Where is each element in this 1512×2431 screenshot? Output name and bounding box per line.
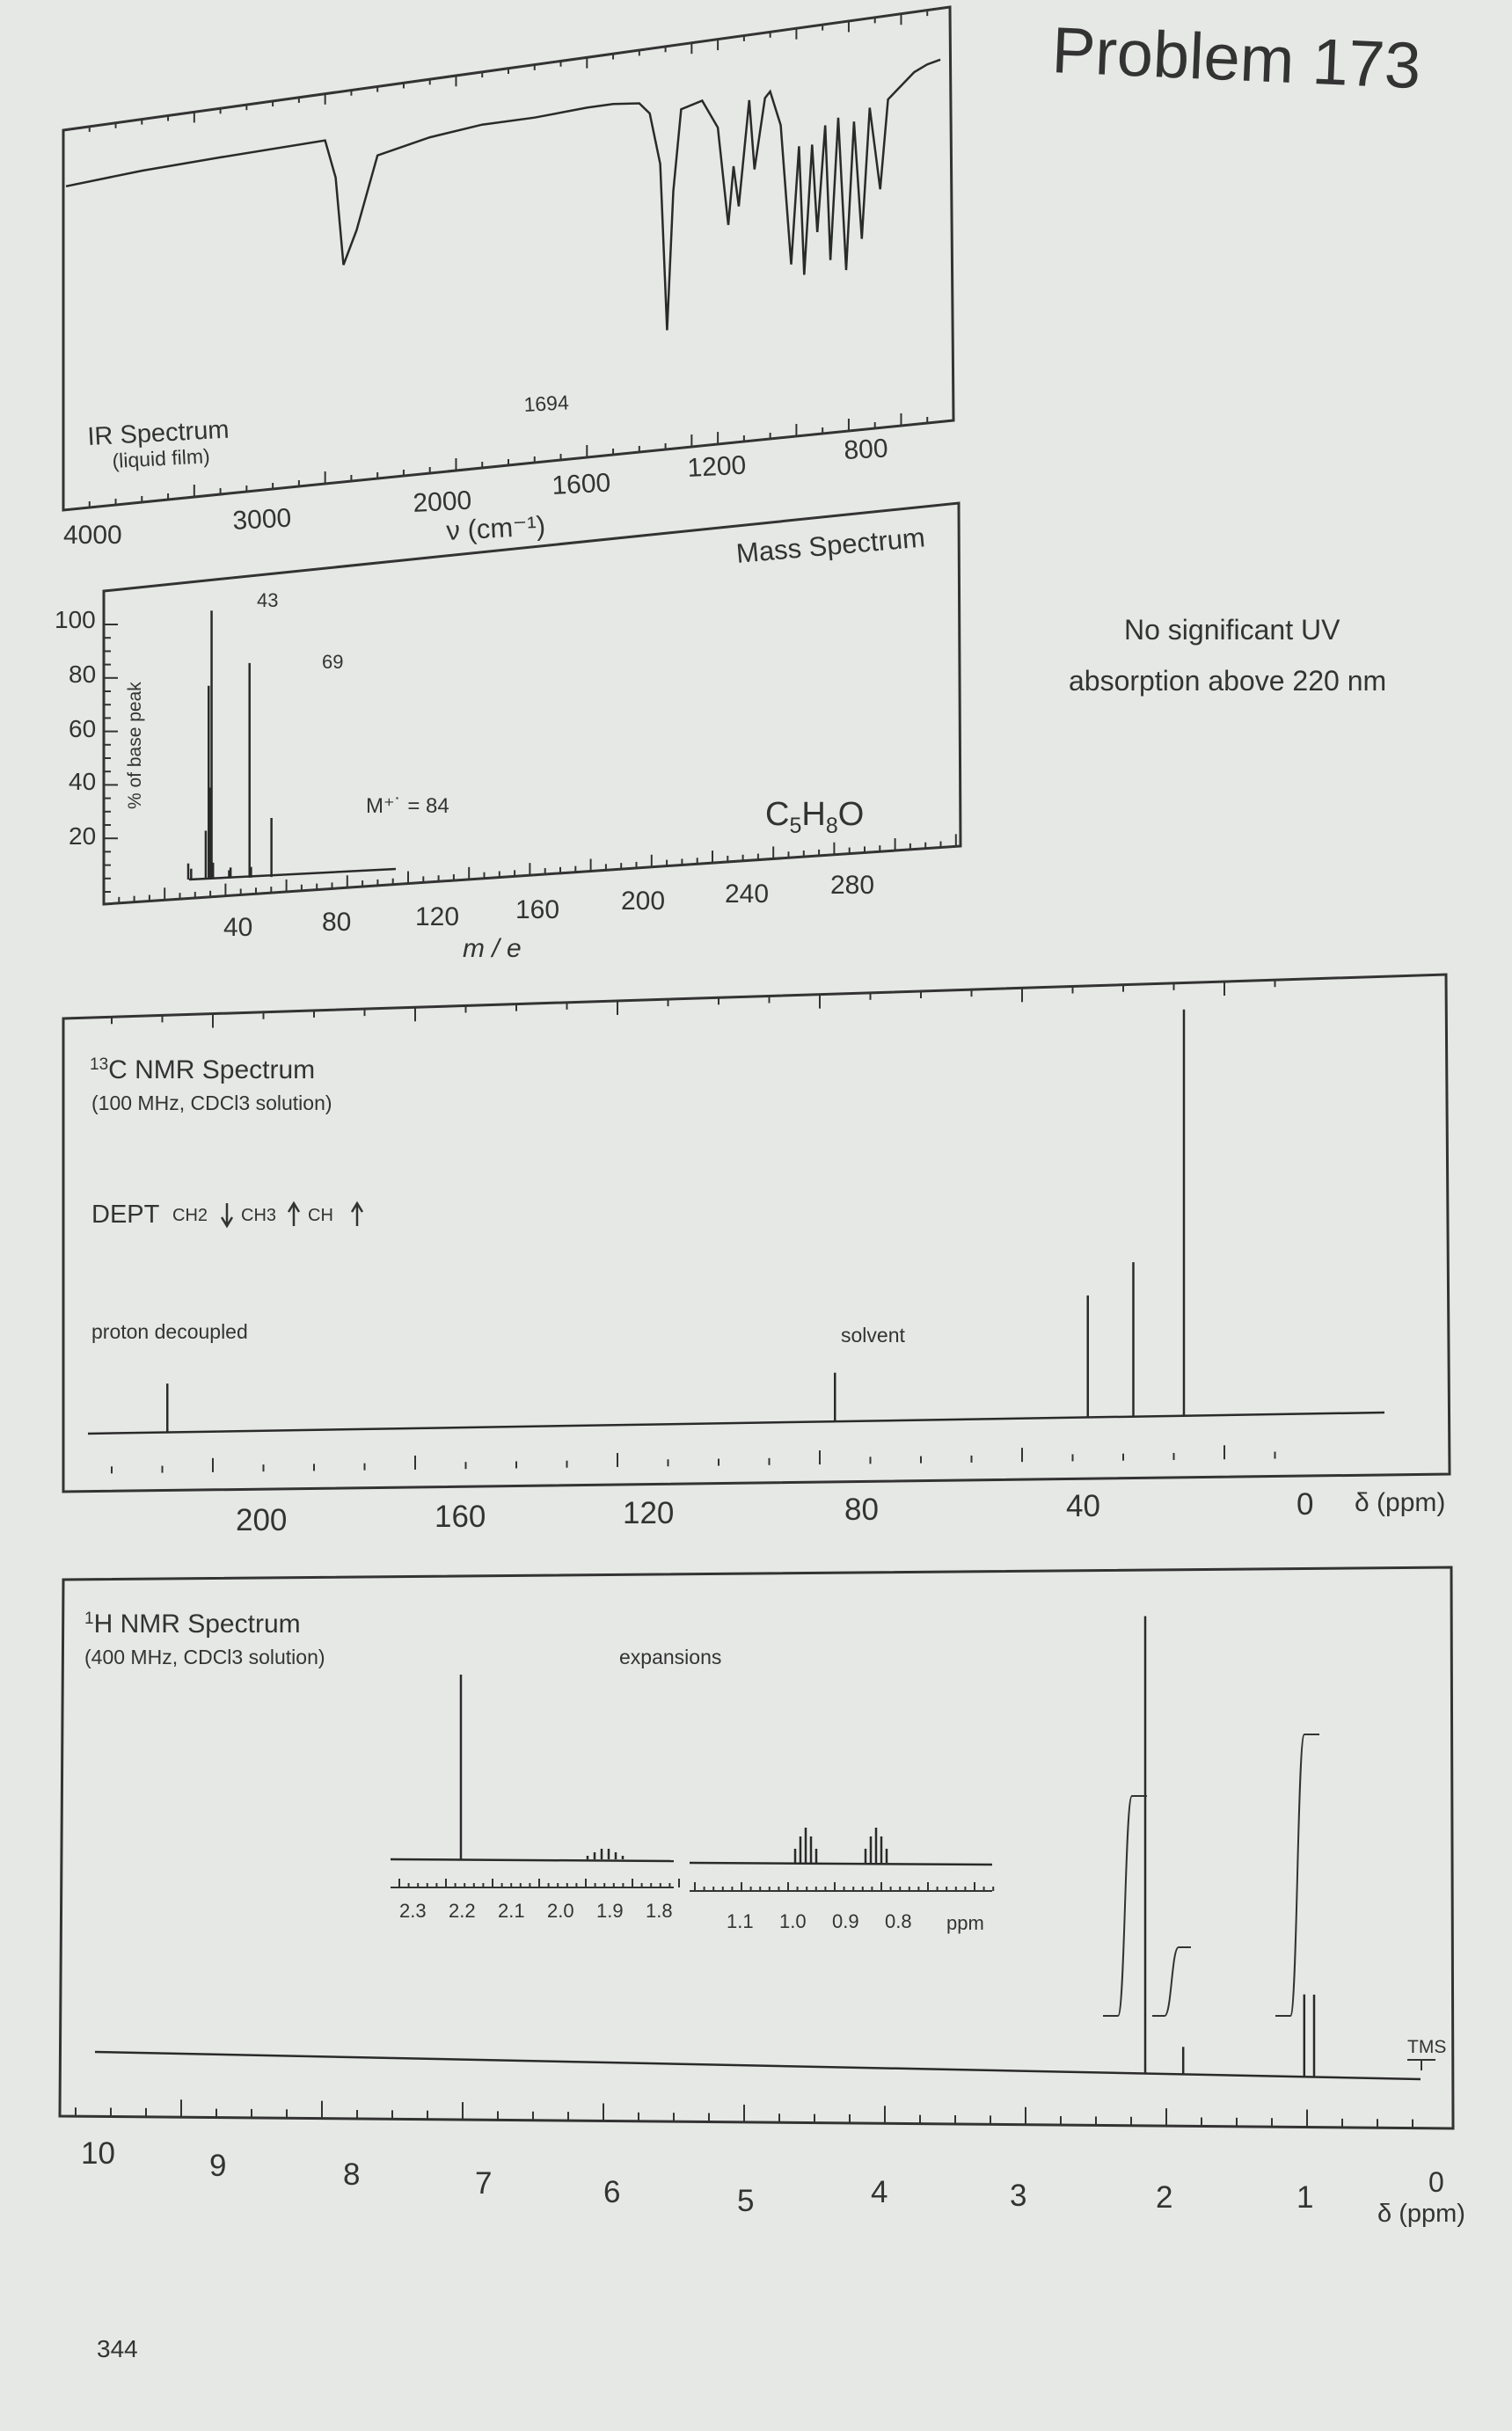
h1-tick-label-8: 8 (343, 2157, 361, 2192)
ir-tick-label-800: 800 (843, 434, 889, 465)
ir-tick-label-1200: 1200 (686, 450, 748, 483)
mass-x-tick-label-200: 200 (621, 887, 666, 916)
dept-ch2-label: CH2 (172, 1206, 208, 1225)
h1-expansion-right (690, 1828, 993, 1891)
mass-y-tick-label-80: 80 (69, 661, 97, 688)
h1-integral-1.0 (1275, 1734, 1319, 2016)
h1-tick-label-5: 5 (737, 2184, 755, 2218)
h1-title: $^1$H NMR Spectrum (84, 1610, 301, 1639)
h1-tick-label-2: 2 (1156, 2180, 1173, 2215)
mass-frame (104, 503, 961, 904)
page-number: 344 (97, 2335, 138, 2362)
c13-tick-label-160: 160 (435, 1500, 486, 1534)
mass-x-tick-label-160: 160 (515, 895, 560, 924)
h1-x-axis-label: δ (ppm) (1377, 2200, 1465, 2228)
h1-tick-label-4: 4 (871, 2175, 888, 2209)
ir-tick-label-2000: 2000 (412, 485, 473, 518)
exp-label-1.9: 1.9 (596, 1900, 624, 1922)
dept-ch-label: CH (308, 1206, 333, 1225)
h1-integral-1.88 (1152, 1947, 1191, 2016)
exp-label-0.9: 0.9 (832, 1910, 859, 1932)
ir-title: IR Spectrum (86, 415, 230, 451)
ir-tick-label-3000: 3000 (231, 503, 293, 536)
h1-peaks (1145, 1617, 1314, 2077)
exp-label-2.3: 2.3 (399, 1900, 427, 1922)
exp-label-0.8: 0.8 (885, 1910, 912, 1932)
h1-title-text: H NMR Spectrum (93, 1610, 301, 1639)
c13-tick-label-200: 200 (236, 1503, 288, 1537)
mass-formula: $C_5H_8O$ (765, 796, 865, 838)
exp-label-1.0: 1.0 (779, 1910, 807, 1932)
mass-y-tick-label-100: 100 (55, 606, 96, 633)
c13-subtitle: (100 MHz, CDCl3 solution) (91, 1091, 332, 1114)
h1-tick-label-7: 7 (475, 2166, 493, 2201)
h1-x-ticks (76, 2099, 1413, 2128)
mass-y-tick-label-60: 60 (69, 715, 97, 742)
dept-ch3-label: CH3 (241, 1206, 277, 1225)
exp-label-1.8: 1.8 (646, 1900, 673, 1922)
tms-marker (1407, 2060, 1435, 2070)
dept-ch2-arrow-down-icon (222, 1203, 232, 1226)
mass-x-tick-label-120: 120 (415, 902, 460, 931)
h1-baseline (95, 2052, 1421, 2079)
ir-trace (66, 60, 940, 331)
mass-title: Mass Spectrum (734, 522, 927, 569)
mass-y-ticks (104, 624, 118, 892)
mass-y-tick-label-20: 20 (69, 822, 97, 850)
page-title: Problem 173 (1050, 13, 1423, 103)
c13-x-axis-label: δ (ppm) (1355, 1488, 1446, 1517)
mass-spectrum-panel (55, 503, 961, 963)
c13-solvent-label: solvent (841, 1324, 905, 1347)
h1-tick-label-1: 1 (1297, 2180, 1314, 2215)
c13-x-ticks (112, 980, 1275, 1473)
mass-x-axis-label: m / e (463, 934, 522, 963)
exp-label-1.1: 1.1 (727, 1910, 754, 1932)
uv-note-line2: absorption above 220 nm (1069, 665, 1387, 697)
h1-expansion-left (391, 1675, 679, 1887)
ir-spectrum-panel (63, 7, 953, 550)
exp-label-ppm: ppm (946, 1912, 984, 1934)
mass-peaks (188, 610, 272, 880)
expansions-label: expansions (619, 1646, 722, 1668)
c13-nmr-panel (63, 975, 1450, 1537)
proton-decoupled-label: proton decoupled (91, 1320, 248, 1343)
exp-label-2.1: 2.1 (498, 1900, 525, 1922)
mass-molecular-ion-label: M⁺˙ = 84 (366, 794, 449, 818)
mass-x-tick-label-280: 280 (830, 871, 875, 900)
mass-peak-label-43: 43 (257, 589, 279, 611)
mass-baseline (189, 869, 396, 880)
mass-x-tick-label-240: 240 (725, 880, 770, 909)
c13-tick-label-40: 40 (1066, 1489, 1100, 1523)
mass-y-tick-label-40: 40 (69, 768, 97, 795)
tms-label: TMS (1407, 2037, 1447, 2057)
h1-tick-label-6: 6 (603, 2175, 621, 2209)
c13-baseline (88, 1413, 1384, 1434)
expansion-tick-labels (399, 1900, 984, 1934)
h1-tick-label-3: 3 (1010, 2179, 1027, 2213)
ir-annotation-1694: 1694 (522, 391, 570, 416)
h1-tick-label-0: 0 (1428, 2166, 1444, 2198)
h1-integrals (1103, 1734, 1319, 2016)
ir-tick-label-1600: 1600 (551, 468, 612, 500)
c13-title-text: C NMR Spectrum (108, 1055, 316, 1084)
mass-x-tick-label-40: 40 (223, 913, 253, 942)
h1-tick-label-10: 10 (81, 2136, 115, 2171)
exp-label-2.0: 2.0 (547, 1900, 574, 1922)
exp-label-2.2: 2.2 (449, 1900, 476, 1922)
exp-left-baseline (391, 1859, 674, 1861)
dept-ch3-arrow-up-icon (289, 1203, 299, 1226)
h1-tick-label-9: 9 (209, 2149, 227, 2183)
dept-ch-arrow-up-icon (352, 1203, 362, 1226)
dept-label: DEPT (91, 1201, 160, 1229)
ir-tick-label-4000: 4000 (63, 521, 122, 550)
ir-subtitle: (liquid film) (111, 444, 211, 472)
c13-tick-label-80: 80 (844, 1493, 879, 1527)
uv-note-line1: No significant UV (1124, 614, 1340, 646)
c13-title: $^{13}$C NMR Spectrum (90, 1055, 316, 1084)
h1-nmr-panel (60, 1567, 1465, 2228)
c13-tick-label-120: 120 (623, 1496, 675, 1530)
c13-tick-label-0: 0 (1297, 1487, 1314, 1522)
h1-subtitle: (400 MHz, CDCl3 solution) (84, 1646, 325, 1668)
mass-x-tick-label-80: 80 (322, 908, 352, 937)
ir-x-axis-label: ν (cm⁻¹) (445, 510, 546, 546)
h1-integral-2.15 (1103, 1796, 1147, 2016)
mass-y-axis-label: % of base peak (125, 682, 145, 809)
exp-right-baseline (690, 1863, 992, 1865)
mass-peak-label-69: 69 (322, 651, 344, 673)
